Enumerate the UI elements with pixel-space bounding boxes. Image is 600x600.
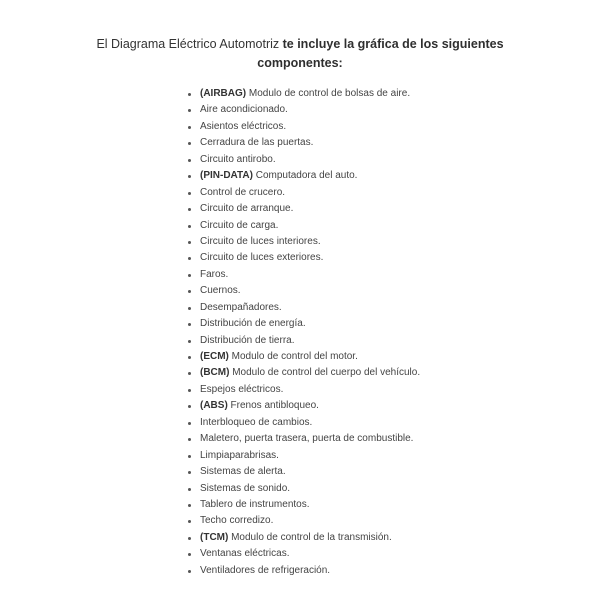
- component-description: Cuernos.: [200, 285, 241, 297]
- bullet-icon: [188, 126, 191, 129]
- component-description: Aire acondicionado.: [200, 104, 288, 116]
- bullet-icon: [188, 488, 191, 491]
- component-description: Control de crucero.: [200, 186, 286, 198]
- bullet-icon: [188, 307, 191, 310]
- intro-heading: [0, 35, 600, 73]
- component-description: Computadora del auto.: [252, 170, 358, 182]
- component-code: (BCM): [200, 367, 230, 379]
- component-description: Ventanas eléctricas.: [200, 548, 290, 560]
- bullet-icon: [188, 356, 191, 359]
- bullet-icon: [188, 455, 191, 458]
- list-item: [187, 316, 420, 332]
- bullet-icon: [188, 142, 191, 145]
- list-item: [187, 234, 420, 250]
- component-code: (ABS): [200, 400, 228, 412]
- component-description: Limpiaparabrisas.: [200, 449, 279, 461]
- bullet-icon: [188, 389, 191, 392]
- bullet-icon: [188, 241, 191, 244]
- component-description: Interbloqueo de cambios.: [200, 416, 313, 428]
- list-item: [187, 152, 420, 168]
- bullet-icon: [188, 290, 191, 293]
- component-description: Circuito de luces exteriores.: [200, 252, 324, 264]
- component-description: Circuito de arranque.: [200, 203, 294, 215]
- list-item: [187, 283, 420, 299]
- bullet-icon: [188, 159, 191, 162]
- component-description: Circuito de carga.: [200, 219, 279, 231]
- bullet-icon: [188, 109, 191, 112]
- component-description: Espejos eléctricos.: [200, 383, 284, 395]
- bullet-icon: [188, 553, 191, 556]
- bullet-icon: [188, 340, 191, 343]
- component-description: Circuito antirobo.: [200, 153, 276, 165]
- list-item: [187, 185, 420, 201]
- list-item: [187, 300, 420, 316]
- bullet-icon: [188, 175, 191, 178]
- list-item: [187, 398, 420, 414]
- list-item: [187, 86, 420, 102]
- component-description: Cerradura de las puertas.: [200, 137, 314, 149]
- list-item: [187, 102, 420, 118]
- component-description: Techo corredizo.: [200, 515, 274, 527]
- component-description: Sistemas de sonido.: [200, 482, 291, 494]
- component-description: Faros.: [200, 268, 229, 280]
- component-description: Ventiladores de refrigeración.: [200, 564, 331, 576]
- component-description: Maletero, puerta trasera, puerta de combustible.: [200, 433, 414, 445]
- component-description: Sistemas de alerta.: [200, 466, 286, 478]
- component-description: Desempañadores.: [200, 301, 282, 313]
- component-description: Asientos eléctricos.: [200, 120, 287, 132]
- bullet-icon: [188, 570, 191, 573]
- list-item: [187, 365, 420, 381]
- component-description: Circuito de luces interiores.: [200, 235, 321, 247]
- bullet-icon: [188, 372, 191, 375]
- list-item: [187, 513, 420, 529]
- component-description: Frenos antibloqueo.: [227, 400, 319, 412]
- list-item: [187, 464, 420, 480]
- heading-line-1: [0, 35, 600, 54]
- bullet-icon: [188, 438, 191, 441]
- list-item: [187, 481, 420, 497]
- heading-intro-text: El Diagrama Eléctrico Automotriz: [96, 37, 280, 51]
- component-code: (TCM): [200, 531, 229, 543]
- component-description: Modulo de control del motor.: [228, 351, 358, 362]
- list-item: [187, 497, 420, 513]
- list-item: [187, 267, 420, 283]
- bullet-icon: [188, 537, 191, 540]
- component-code: (ECM): [200, 351, 229, 362]
- list-item: [187, 135, 420, 151]
- component-description: Modulo de control de la transmisión.: [228, 531, 392, 543]
- list-item: [187, 250, 420, 266]
- bullet-icon: [188, 323, 191, 326]
- component-description: Tablero de instrumentos.: [200, 498, 310, 510]
- list-item: [187, 415, 420, 431]
- component-description: Modulo de control del cuerpo del vehículo.: [229, 367, 421, 379]
- component-description: Distribución de tierra.: [200, 334, 295, 346]
- bullet-icon: [188, 520, 191, 523]
- component-list: [187, 86, 420, 579]
- list-item: [187, 349, 420, 365]
- bullet-icon: [188, 471, 191, 474]
- bullet-icon: [188, 225, 191, 228]
- list-item: [187, 201, 420, 217]
- list-item: [187, 382, 420, 398]
- list-item: [187, 333, 420, 349]
- bullet-icon: [188, 93, 191, 96]
- bullet-icon: [188, 504, 191, 507]
- component-description: Modulo de control de bolsas de aire.: [246, 88, 411, 99]
- bullet-icon: [188, 422, 191, 425]
- bullet-icon: [188, 208, 191, 211]
- list-item: [187, 218, 420, 234]
- list-item: [187, 546, 420, 562]
- bullet-icon: [188, 192, 191, 195]
- heading-bold-text: te incluye la gráfica de los siguientes: [282, 37, 504, 51]
- heading-line-2: componentes:: [257, 56, 343, 70]
- list-item: [187, 431, 420, 447]
- component-code: (AIRBAG): [200, 88, 247, 99]
- list-item: [187, 448, 420, 464]
- bullet-icon: [188, 405, 191, 408]
- component-description: Distribución de energía.: [200, 318, 306, 330]
- bullet-icon: [188, 257, 191, 260]
- list-item: [187, 168, 420, 184]
- list-item: [187, 563, 420, 579]
- component-code: (PIN-DATA): [200, 170, 253, 182]
- bullet-icon: [188, 274, 191, 277]
- list-item: [187, 119, 420, 135]
- list-item: [187, 530, 420, 546]
